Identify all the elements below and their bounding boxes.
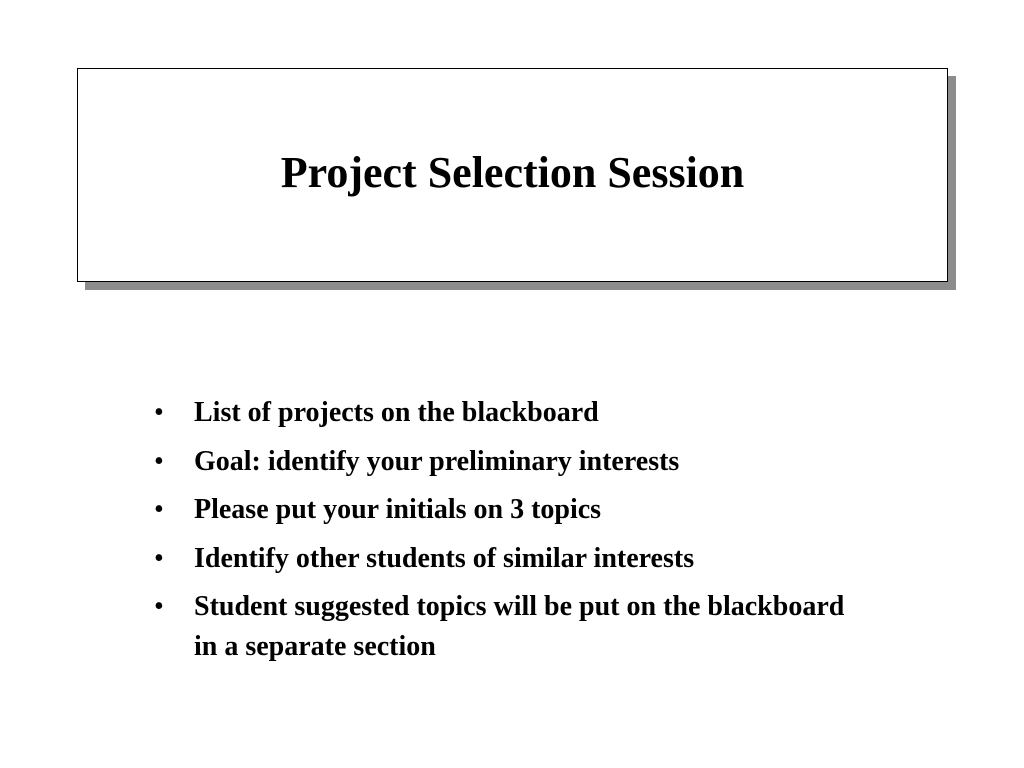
bullet-item [150, 587, 870, 667]
bullet-icon: • [154, 445, 164, 477]
bullet-text: Please put your initials on 3 topics [194, 494, 602, 525]
bullet-text: Goal: identify your preliminary interests [194, 445, 680, 477]
bullet-text: Identify other students of similar interests [194, 542, 695, 574]
bullet-icon: • [154, 542, 164, 574]
bullet-text: Student suggested topics will be put on the blackboard in a separate section [194, 591, 845, 662]
bullet-icon: • [154, 397, 164, 428]
bullet-item [150, 539, 870, 579]
bullet-item [150, 442, 870, 482]
title-box [77, 68, 948, 282]
bullet-list [150, 393, 870, 676]
bullet-item [150, 393, 870, 433]
bullet-icon: • [154, 591, 164, 622]
bullet-icon: • [154, 494, 164, 525]
bullet-text: List of projects on the blackboard [194, 397, 599, 428]
slide-title: Project Selection Session [280, 148, 745, 197]
bullet-item [150, 490, 870, 530]
